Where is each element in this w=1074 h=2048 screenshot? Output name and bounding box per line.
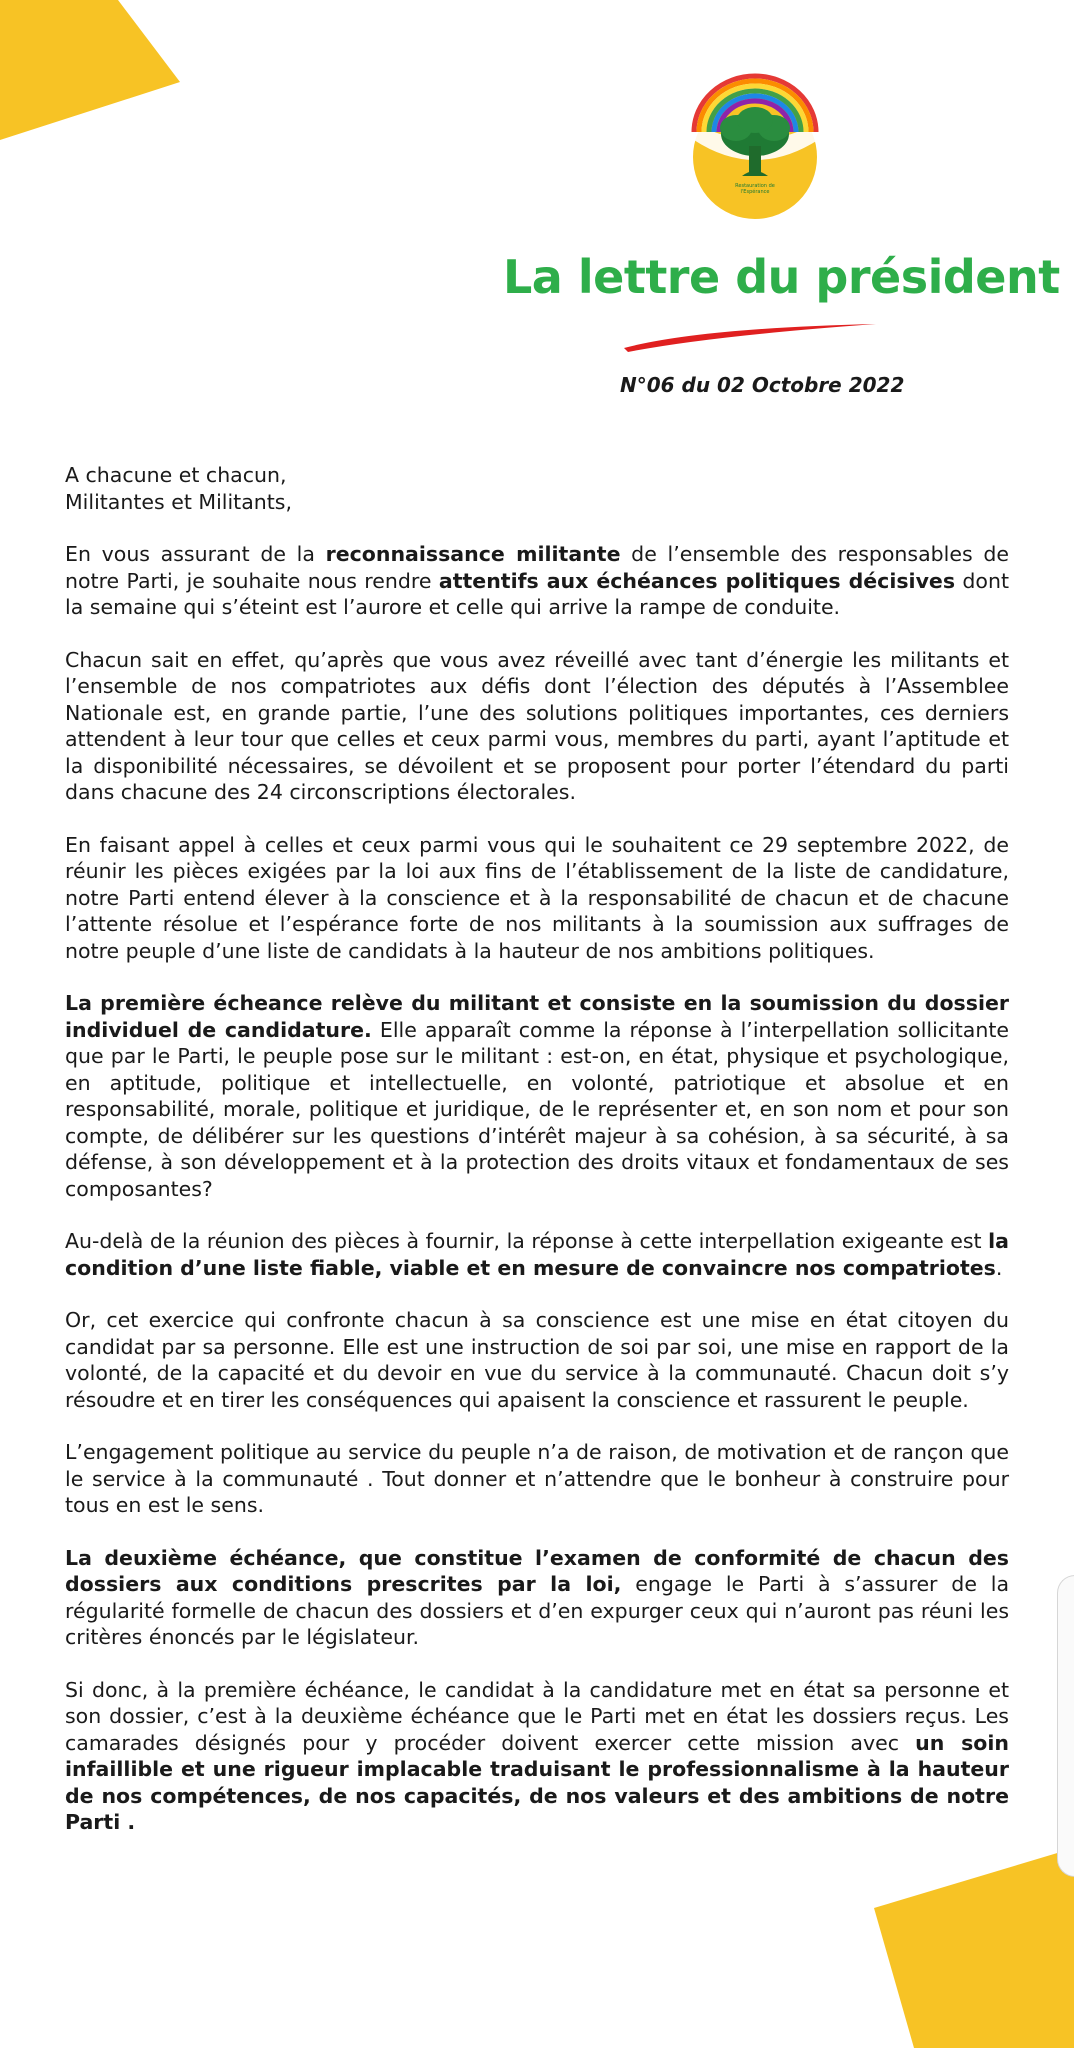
svg-text:Restauration de: Restauration de xyxy=(735,183,775,189)
paragraph-3: En faisant appel à celles et ceux parmi vous qui le souhaitent ce 29 septembre 2022, de réunir les pièces exigées par la loi aux fins de l’établissement de la liste de candidature, notre Parti entend élever à la conscience et à la responsabilité de chacun et de chacune l’attente résolue et l’espérance forte de nos militants à la soumission aux suffrages de notre peuple d’une liste de candidats à la hauteur de nos ambitions politiques. xyxy=(65,832,1009,963)
p1-text-b: de l’ensemble des responsables de notre Parti, je souhaite nous rendre xyxy=(65,542,1009,593)
paragraph-8 xyxy=(65,1545,1009,1651)
p9-text: Si donc, à la première échéance, le candidat à la candidature met en état sa personne et son dossier, c’est à la deuxième échéance que le Parti met en état les dossiers reçus. Les camarades désignés pour y procéder doivent exercer cette mission avec xyxy=(65,1677,1009,1755)
paragraph-7: L’engagement politique au service du peuple n’a de raison, de motivation et de rançon que le service à la communauté . Tout donner et n’attendre que le bonheur à construire pour tous en est le sens. xyxy=(65,1440,1009,1517)
paragraph-6: Or, cet exercice qui confronte chacun à sa conscience est une mise en état citoyen du candidat par sa personne. Elle est une instruction de soi par soi, une mise en rapport de la volonté, de la capacité et du devoir en vue du service à la communauté. Chacun doit s’y résoudre et en tirer les conséquences qui apaisent la conscience et rassurent le peuple. xyxy=(65,1308,1009,1412)
side-scroll-handle[interactable] xyxy=(1057,1575,1074,1877)
paragraph-4 xyxy=(65,990,1009,1202)
svg-text:l'Espérance: l'Espérance xyxy=(740,189,770,195)
greeting-line-2: Militantes et Militants, xyxy=(65,489,292,514)
corner-decoration-top-left xyxy=(0,0,180,140)
p1-text-a: En vous assurant de la xyxy=(65,542,326,566)
greeting xyxy=(65,462,1009,515)
p5-text-a: Au-delà de la réunion des pièces à fournir, la réponse à cette interpellation exigeante est xyxy=(65,1229,989,1253)
p9-bold: un soin infaillible et une rigueur implacable traduisant le professionnalisme à la hauteur de nos compétences, de nos capacités, de nos valeurs et des ambitions de notre Parti . xyxy=(65,1730,1009,1834)
paragraph-5 xyxy=(65,1228,1009,1281)
paragraph-9 xyxy=(65,1677,1009,1836)
paragraph-1 xyxy=(65,541,1009,621)
greeting-line-1: A chacune et chacun, xyxy=(65,463,287,487)
p8-bold: La deuxième échéance, que constitue l’examen de conformité de chacun des dossiers aux conditions prescrites par la loi, xyxy=(65,1545,1009,1596)
corner-decoration-bottom-right xyxy=(874,1848,1074,2048)
party-logo xyxy=(672,62,838,228)
p1-bold-a: reconnaissance militante xyxy=(325,542,621,566)
p4-text: Elle apparaît comme la réponse à l’interpellation sollicitante que par le Parti, le peuple pose sur le militant : est-on, en état, physique et psychologique, en aptitude, politique et intellectuelle, en volonté, patriotique et absolue et en responsabilité, morale, politique et juridique, de le représenter et, en son nom et pour son compte, de délibérer sur les questions d’intérêt majeur à sa cohésion, à sa sécurité, à sa défense, à son développement et à la protection des droits vitaux et fondamentaux de ses composantes? xyxy=(65,1017,1009,1201)
p1-text-c: dont la semaine qui s’éteint est l’aurore et celle qui arrive la rampe de conduite. xyxy=(65,568,1009,619)
masthead-title: La lettre du président xyxy=(503,250,1060,304)
p8-text: engage le Parti à s’assurer de la régularité formelle de chacun des dossiers et d’en expurger ceux qui n’auront pas réuni les critères énoncés par le législateur. xyxy=(65,1572,1010,1649)
paragraph-2: Chacun sait en effet, qu’après que vous avez réveillé avec tant d’énergie les militants et l’ensemble de nos compatriotes aux défis dont l’élection des députés à l’Assemblee Nationale est, en grande partie, l’une des solutions politiques importantes, ces derniers attendent à leur tour que celles et ceux parmi vous, membres du parti, ayant l’aptitude et la disponibilité nécessaires, se dévoilent et se proposent pour porter l’étendard du parti dans chacune des 24 circonscriptions électorales. xyxy=(65,647,1009,804)
issue-number-date: N°06 du 02 Octobre 2022 xyxy=(620,373,905,397)
p1-bold-b: attentifs aux échéances politiques décisives xyxy=(438,568,956,593)
p5-bold: la condition d’une liste fiable, viable et en mesure de convaincre nos compatriotes xyxy=(65,1229,1009,1280)
letter-body xyxy=(65,462,1009,1862)
red-swoosh-decoration xyxy=(620,318,880,358)
p4-bold: La première écheance relève du militant et consiste en la soumission du dossier individuel de candidature. xyxy=(65,991,1009,1042)
p5-text-b: . xyxy=(995,1255,1003,1280)
